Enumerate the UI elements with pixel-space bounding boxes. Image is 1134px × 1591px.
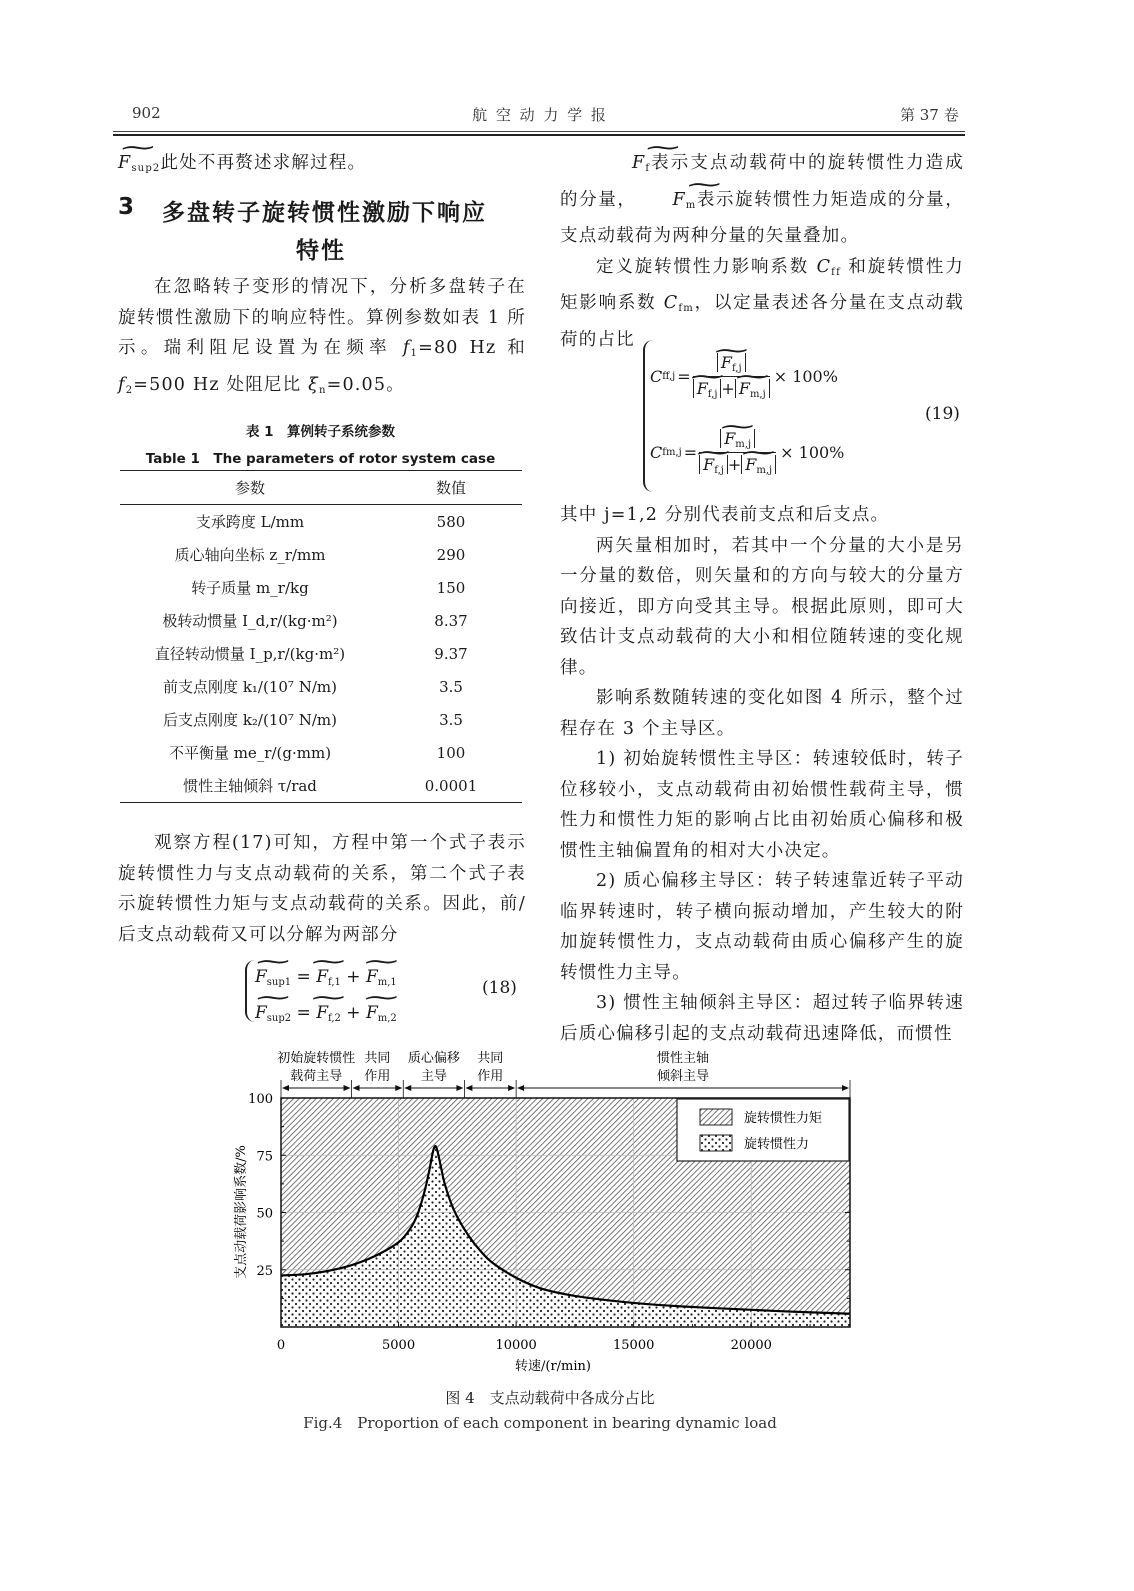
region-label-text: 主导 [420, 1069, 447, 1084]
right-column-top: ~ $F_f$表示支点动载荷中的旋转惯性力造成的分量，~ $F_m$表示旋转惯性力矩造成的分量，支点动载荷为两种分量的矢量叠加。 定义旋转惯性力影响系数 $C_{ff}$ 和旋转惯性力矩影响系数 $C_{fm}$，以定量表述各分量在支点动载荷的占比 [560, 148, 964, 355]
x-tick-label: 10000 [495, 1338, 537, 1353]
figure-caption-cn: 图 4 支点动载荷中各成分占比 [445, 1389, 655, 1407]
eq18-line1: ~ $F_{sup1}$ = ~ $F_{f,1}$ + ~ $F_{m,1}$ [255, 962, 397, 998]
intro-paragraph: 在忽略转子变形的情况下，分析多盘转子在旋转惯性激励下的响应特性。算例参数如表 1 所示。瑞利阻尼设置为在频率 $f_1=80$ Hz 和 $f_2=500$ Hz 处阻尼比 $\xi_n=0.05$。 [118, 277, 526, 396]
table-header-param: 参数 [234, 479, 265, 497]
region-arrow-right-icon [842, 1085, 849, 1091]
region-label-text: 载荷主导 [290, 1069, 343, 1084]
x-axis-label: 转速/(r/min) [515, 1359, 591, 1374]
table-cell-param: 惯性主轴倾斜 τ/rad [183, 777, 317, 795]
region-arrow-left-icon [517, 1085, 524, 1091]
region-label [657, 1050, 709, 1084]
table-cell-param: 质心轴向坐标 z_r/mm [174, 546, 326, 564]
table-cell-param: 不平衡量 me_r/(g·mm) [168, 744, 332, 762]
legend-swatch-hatch [700, 1109, 732, 1125]
region-label-text: 初始旋转惯性 [277, 1051, 356, 1066]
region-1-paragraph: 1) 初始旋转惯性主导区：转速较低时，转子位移较小，支点动载荷由初始惯性载荷主导，惯性力和惯性力矩的影响占比由初始质心偏移和极惯性主轴偏置角的相对大小决定。 [560, 749, 964, 861]
section-title-line1: 多盘转子旋转惯性激励下响应 [162, 200, 487, 226]
y-tick-label: 100 [248, 1092, 273, 1107]
eq19-line2: C fm,j = ~ $F_{m,j}$ ~ $F_{f,j}$ +~ $F_{m,j}$ × 100% [650, 414, 844, 490]
table-cell-value: 100 [436, 743, 466, 762]
figure-caption-en: Fig.4 Proportion of each component in bearing dynamic load [303, 1414, 777, 1432]
region-2-paragraph: 2) 质心偏移主导区：转子转速靠近转子平动临界转速时，转子横向振动增加，产生较大的附加旋转惯性力，支点动载荷由质心偏移产生的旋转惯性力主导。 [560, 871, 964, 983]
region-label-text: 惯性主轴 [657, 1051, 710, 1066]
region-arrow-left-icon [353, 1085, 360, 1091]
region-label-text: 共同 [477, 1051, 504, 1066]
volume-label: 第 37 卷 [900, 106, 959, 124]
section-number: 3 [118, 194, 135, 220]
table-cell-value: 9.37 [434, 644, 468, 663]
region-label-text: 倾斜主导 [657, 1069, 710, 1084]
page-number: 902 [132, 104, 161, 122]
vector-principle-paragraph: 两矢量相加时，若其中一个分量的大小是另一分量的数倍，则矢量和的方向与较大的分量方向接近，即方向受其主导。根据此原则，即可大致估计支点动载荷的大小和相位随转速的变化规律。 [560, 535, 964, 678]
region-label [277, 1050, 355, 1084]
region-arrow-left-icon [465, 1085, 472, 1091]
j-definition: 其中 j=1,2 分别代表前支点和后支点。 [560, 505, 890, 525]
table-cell-value: 580 [436, 512, 466, 531]
region-arrow-right-icon [395, 1085, 402, 1091]
region-label-text: 作用 [364, 1069, 391, 1084]
legend-swatch-dots [700, 1135, 732, 1151]
legend-label-moment: 旋转惯性力矩 [744, 1111, 823, 1126]
legend-label-force: 旋转惯性力 [744, 1137, 810, 1152]
table-cell-param: 转子质量 m_r/kg [191, 579, 309, 597]
table-cell-param: 前支点刚度 k₁/(10⁷ N/m) [163, 678, 337, 696]
y-axis-label: 支点动载荷影响系数/% [234, 1145, 249, 1279]
region-arrow-left-icon [404, 1085, 411, 1091]
x-tick-label: 20000 [730, 1338, 772, 1353]
decomposition-paragraph: 观察方程(17)可知，方程中第一个式子表示旋转惯性力与支点动载荷的关系，第二个式子表示旋转惯性力矩与支点动载荷的关系。因此，前/后支点动载荷又可以分解为两部分 [118, 833, 526, 945]
region-arrow-left-icon [282, 1085, 289, 1091]
eq19-line1: C ff,j = ~ $F_{f,j}$ ~ $F_{f,j}$ +~ $F_{m,j}$ × 100% [650, 338, 844, 414]
eq18-line2: ~ $F_{sup2}$ = ~ $F_{f,2}$ + ~ $F_{m,2}$ [255, 998, 397, 1034]
table-cell-value: 3.5 [439, 677, 463, 696]
table-caption-cn: 表 1 算例转子系统参数 [245, 424, 396, 440]
x-tick-label: 15000 [613, 1338, 655, 1353]
symbol-F-sup2: ~ $F_{sup2}$ [118, 148, 160, 185]
table-cell-param: 支承跨度 L/mm [195, 513, 305, 531]
region-arrow-right-icon [508, 1085, 515, 1091]
equation-19-number: (19) [925, 404, 960, 424]
y-tick-label: 75 [256, 1149, 273, 1165]
continuation-line: ~ $F_{sup2}$此处不再赘述求解过程。 [118, 148, 528, 185]
region-label [477, 1050, 503, 1084]
table-cell-param: 后支点刚度 k₂/(10⁷ N/m) [163, 711, 337, 729]
region-arrow-right-icon [456, 1085, 463, 1091]
table-cell-param: 直径转动惯量 I_p,r/(kg·m²) [154, 645, 346, 663]
region-3-paragraph: 3) 惯性主轴倾斜主导区：超过转子临界转速后质心偏移引起的支点动载荷迅速降低，而惯性 [560, 993, 964, 1044]
table-cell-value: 150 [436, 578, 466, 597]
region-label-text: 作用 [477, 1069, 504, 1084]
table-cell-value: 0.0001 [424, 776, 478, 795]
table-cell-value: 290 [436, 545, 466, 564]
table-cell-value: 8.37 [434, 611, 468, 630]
region-label [364, 1050, 390, 1084]
region-arrow-right-icon [344, 1085, 351, 1091]
y-tick-label: 25 [256, 1263, 273, 1279]
table-cell-param: 极转动惯量 I_d,r/(kg·m²) [162, 612, 338, 630]
table-caption-en: Table 1 The parameters of rotor system case [145, 451, 496, 467]
region-label-text: 质心偏移 [407, 1051, 460, 1066]
region-label-text: 共同 [364, 1051, 391, 1066]
section-title-line2: 特性 [296, 238, 346, 264]
figure-reference-paragraph: 影响系数随转速的变化如图 4 所示，整个过程存在 3 个主导区。 [560, 688, 964, 739]
region-label [408, 1050, 460, 1084]
table-header-value: 数值 [435, 479, 466, 497]
y-tick-label: 50 [256, 1206, 273, 1222]
table-cell-value: 3.5 [439, 710, 463, 729]
equation-18-number: (18) [482, 978, 517, 998]
x-tick-label: 5000 [382, 1338, 416, 1353]
x-tick-label: 0 [276, 1338, 286, 1353]
journal-title: 航 空 动 力 学 报 [472, 106, 608, 124]
